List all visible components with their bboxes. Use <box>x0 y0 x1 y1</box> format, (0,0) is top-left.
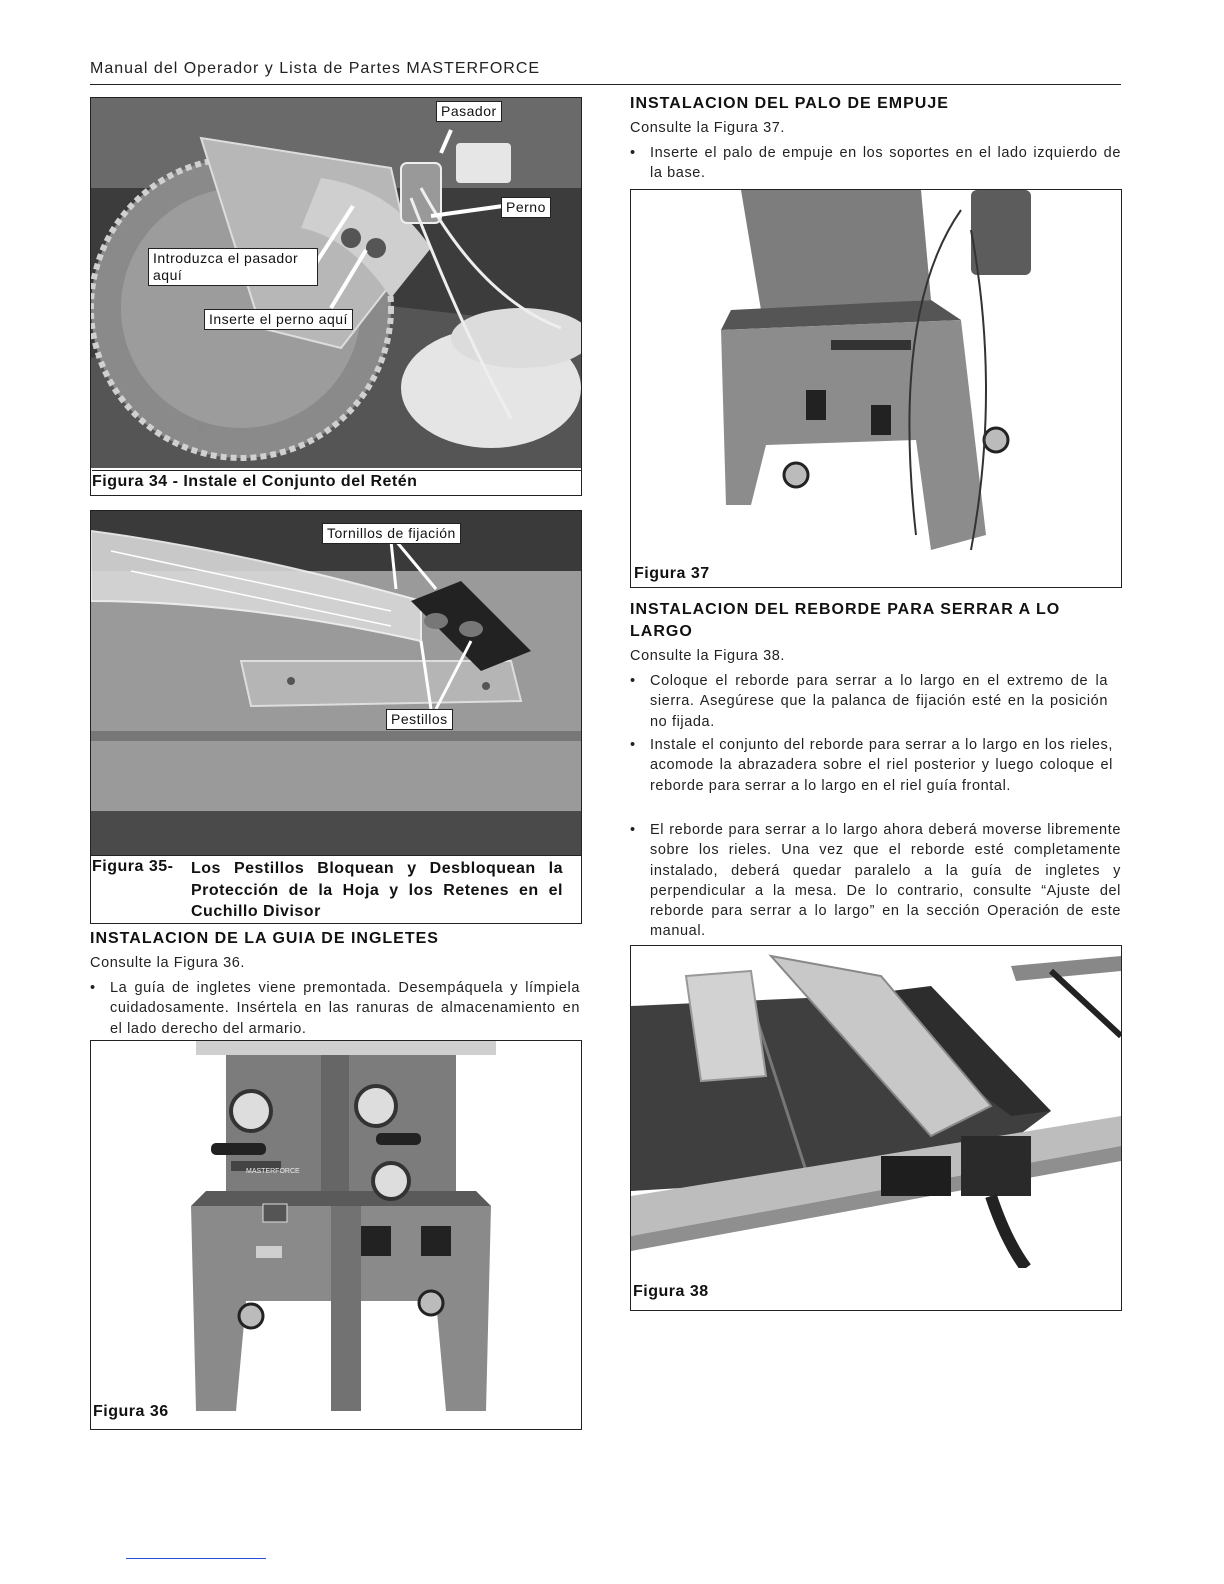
figure-35-caption-rule <box>91 855 581 856</box>
bullet-dot: • <box>630 822 636 838</box>
figure-37-photo <box>631 190 1121 587</box>
section-ref-reborde: Consulte la Figura 38. <box>630 648 786 664</box>
bullet-text: Coloque el reborde para serrar a lo largo en el extremo de la sierra. Asegúrese que la palanca de fijación esté en la posición no fijada. <box>650 673 1108 730</box>
bullet-dot: • <box>630 737 636 753</box>
bullet-dot: • <box>90 980 96 996</box>
bullet-dot: • <box>630 145 636 161</box>
figure-35-caption-label: Figura 35- <box>92 858 174 875</box>
header-title: Manual del Operador y Lista de Partes MASTERFORCE <box>90 60 541 77</box>
figure-35-caption-text: Los Pestillos Bloquean y Desbloquean la Protección de la Hoja y los Retenes en el Cuchillo Divisor <box>191 860 563 920</box>
callout-perno: Perno <box>501 197 551 218</box>
section-title-palo: INSTALACION DEL PALO DE EMPUJE <box>630 95 949 112</box>
bullet-text: La guía de ingletes viene premontada. Desempáquela y límpiela cuidadosamente. Insértela en las ranuras de almacenamiento en el lado derecho del armario. <box>110 980 580 1037</box>
figure-37-caption: Figura 37 <box>634 565 710 582</box>
section-ref-guia: Consulte la Figura 36. <box>90 955 246 971</box>
figure-36 <box>90 1040 582 1430</box>
footer-link-underline <box>126 1558 266 1559</box>
page-header <box>90 60 1121 85</box>
section-title-reborde: INSTALACION DEL REBORDE PARA SERRAR A LO LARGO <box>630 601 1061 640</box>
figure-34 <box>90 97 582 496</box>
figure-37 <box>630 189 1122 588</box>
figure-38-caption: Figura 38 <box>633 1283 709 1300</box>
figure-38 <box>630 945 1122 1311</box>
callout-inserte: Inserte el perno aquí <box>204 309 353 330</box>
section-ref-palo: Consulte la Figura 37. <box>630 120 786 136</box>
callout-introduzca: Introduzca el pasador aquí <box>148 248 318 286</box>
callout-tornillos: Tornillos de fijación <box>322 523 461 544</box>
bullet-text: El reborde para serrar a lo largo ahora deberá moverse libremente sobre los rieles. Una vez que el reborde esté completamente instalado, deberá quedar paralelo a la guía de ingletes y perpendicular a la mesa. De lo contrario, consulte “Ajuste del reborde para serrar a lo largo” en la sección Operación de este manual. <box>650 822 1121 940</box>
figure-34-caption: Figura 34 - Instale el Conjunto del Retén <box>92 470 581 491</box>
cabinet-brand-label: MASTERFORCE <box>246 1168 300 1175</box>
figure-36-caption: Figura 36 <box>93 1403 169 1420</box>
bullet-text: Instale el conjunto del reborde para serrar a lo largo en los rieles, acomode la abrazadera sobre el riel posterior y luego coloque el reborde para serrar a lo largo en el riel guía frontal. <box>650 737 1113 794</box>
figure-38-photo <box>631 946 1121 1268</box>
bullet-dot: • <box>630 673 636 689</box>
figure-35-photo <box>91 511 581 855</box>
figure-35 <box>90 510 582 924</box>
bullet-text: Inserte el palo de empuje en los soportes en el lado izquierdo de la base. <box>650 145 1121 182</box>
figure-36-photo <box>91 1041 581 1429</box>
callout-pasador: Pasador <box>436 101 502 122</box>
section-title-guia: INSTALACION DE LA GUIA DE INGLETES <box>90 930 439 947</box>
callout-pestillos: Pestillos <box>386 709 453 730</box>
